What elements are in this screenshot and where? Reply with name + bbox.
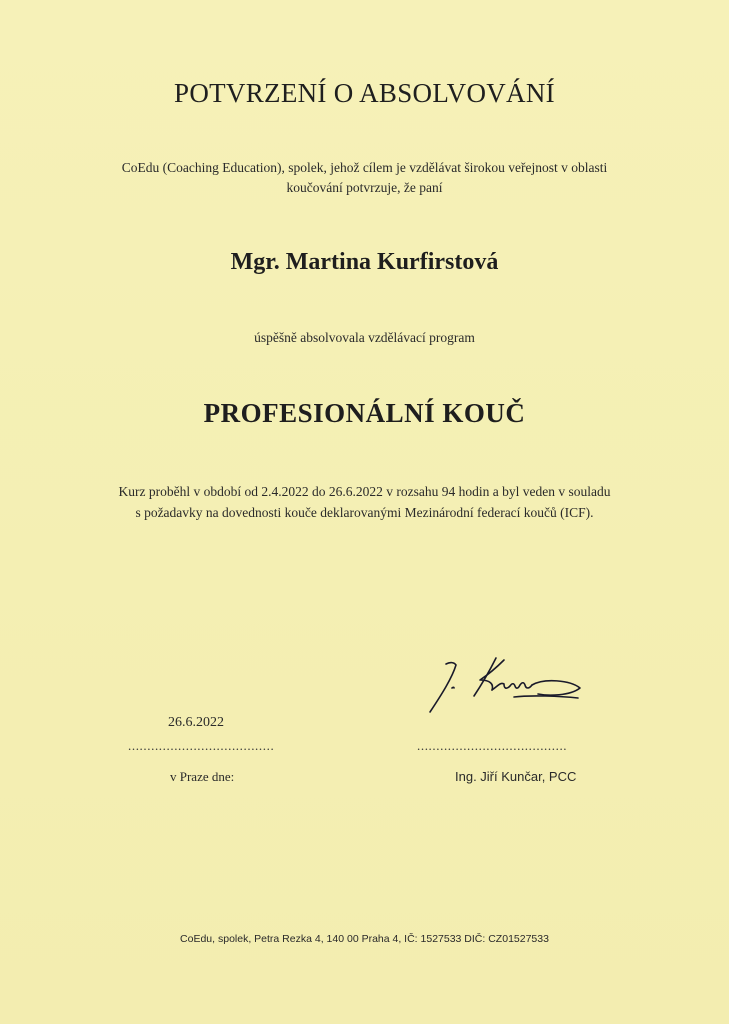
signer-name: Ing. Jiří Kunčar, PCC <box>455 769 577 784</box>
recipient-name: Mgr. Martina Kurfirstová <box>230 249 499 275</box>
footer-address: CoEdu, spolek, Petra Rezka 4, 140 00 Praha 4, IČ: 1527533 DIČ: CZ01527533 <box>180 933 549 945</box>
intro-text <box>0 158 729 198</box>
date-label: v Praze dne: <box>170 769 235 784</box>
course-line-2: s požadavky na dovednosti kouče deklarovanými Mezinárodní federací koučů (ICF). <box>135 505 594 520</box>
program-name: PROFESIONÁLNÍ KOUČ <box>203 398 526 428</box>
handwritten-signature <box>420 650 590 720</box>
certificate-title: POTVRZENÍ O ABSOLVOVÁNÍ <box>174 78 555 108</box>
course-line-1: Kurz proběhl v období od 2.4.2022 do 26.6.2022 v rozsahu 94 hodin a byl veden v souladu <box>118 484 611 499</box>
signature-dotted-line: ....................................... <box>417 738 568 753</box>
course-description <box>0 481 729 523</box>
issue-date: 26.6.2022 <box>168 715 224 730</box>
date-dotted-line: ...................................... <box>128 738 275 753</box>
intro-line-1: CoEdu (Coaching Education), spolek, jehož cílem je vzdělávat širokou veřejnost v oblasti <box>121 160 608 175</box>
program-intro: úspěšně absolvovala vzdělávací program <box>254 330 475 345</box>
intro-line-2: koučování potvrzuje, že paní <box>286 180 443 195</box>
